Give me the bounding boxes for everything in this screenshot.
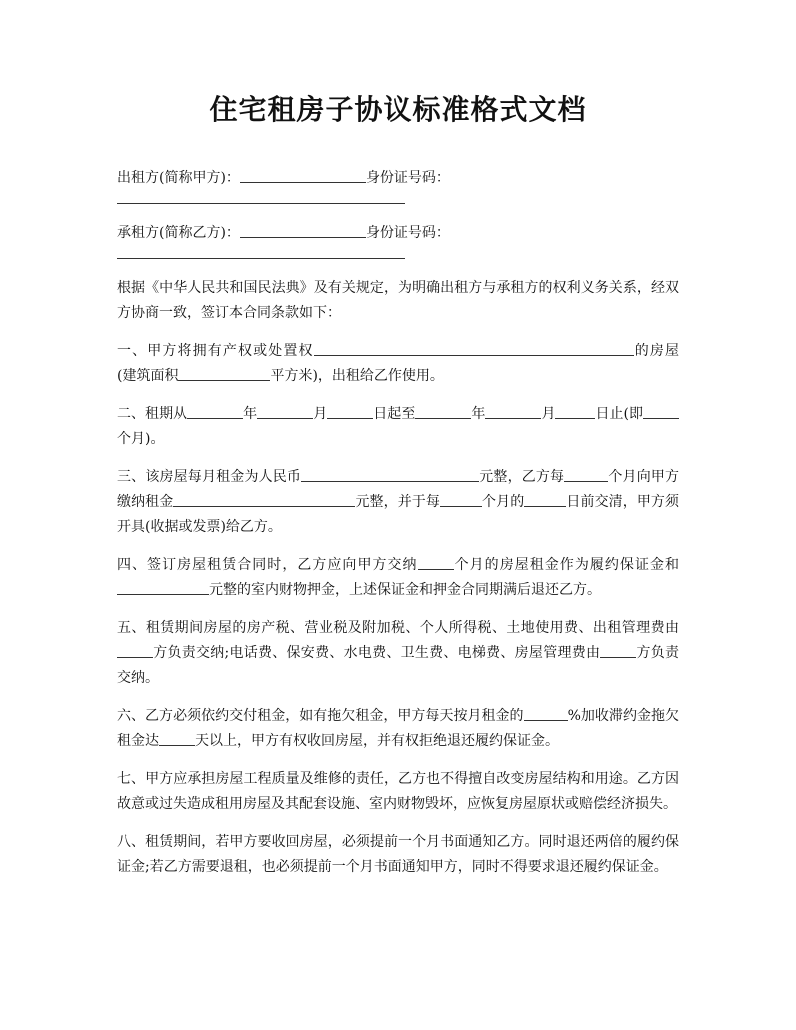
clause-2-text-d: 日起至 [373,406,416,422]
clause-5-text-a: 五、租赁期间房屋的房产税、营业税及附加税、个人所得税、土地使用费、出租管理费由 [117,620,679,636]
clause-2-text-c: 月 [313,406,328,422]
clause-1-text-b: 的房屋(建筑面积 [117,343,679,384]
clause-2-text-b: 年 [243,406,258,422]
overdue-days-blank[interactable] [159,731,195,746]
deposit-months-blank[interactable] [418,555,454,570]
clause-4-text-a: 四、签订房屋租赁合同时，乙方应向甲方交纳 [117,557,418,573]
property-blank[interactable] [314,341,634,356]
lessee-name-blank[interactable] [240,223,366,238]
clause-2-text-e: 年 [471,406,486,422]
lessor-label: 出租方(简称甲方)： [117,170,240,186]
start-month-blank[interactable] [257,404,313,419]
term-months-blank[interactable] [643,404,679,419]
clause-5-text-b: 方负责交纳;电话费、保安费、水电费、卫生费、电梯费、房屋管理费由 [153,645,601,661]
tax-payer-blank[interactable] [117,643,153,658]
clause-4 [117,553,679,603]
lessor-id-label: 身份证号码： [365,170,450,186]
utility-payer-blank[interactable] [600,643,636,658]
monthly-rent-blank[interactable] [301,467,479,482]
clause-4-text-b: 个月的房屋租金作为履约保证金和 [453,557,680,573]
clause-6-text-a: 六、乙方必须依约交付租金，如有拖欠租金，甲方每天按月租金的 [117,708,524,724]
clause-6-text-c: 天以上，甲方有权收回房屋，并有权拒绝退还履约保证金。 [195,733,559,749]
clause-2 [117,402,679,452]
clause-2-text-f: 月 [541,406,556,422]
end-month-blank[interactable] [485,404,541,419]
clause-1-text-a: 一、甲方将拥有产权或处置权 [117,343,314,359]
payment-day-blank[interactable] [524,492,566,507]
lessee-line [117,221,679,259]
clause-2-text-a: 二、租期从 [117,406,188,422]
clause-3-text-d: 元整，并于每 [355,494,440,510]
clause-3-text-f: 日前交清，甲方须开具(收据或发票)给乙方。 [117,494,680,535]
clause-3-text-b: 元整，乙方每 [479,469,565,485]
area-blank[interactable] [178,366,270,381]
clause-8: 八、租赁期间，若甲方要收回房屋，必须提前一个月书面通知乙方。同时退还两倍的履约保证金;若乙方需要退租，也必须提前一个月书面通知甲方，同时不得要求退还履约保证金。 [117,834,679,875]
intro-paragraph: 根据《中华人民共和国民法典》及有关规定，为明确出租方与承租方的权利义务关系，经双方协商一致，签订本合同条款如下： [117,280,679,321]
start-year-blank[interactable] [187,404,243,419]
lessor-id-blank[interactable] [117,191,405,204]
clause-2-text-h: 个月)。 [117,431,165,447]
payment-interval-blank[interactable] [564,467,608,482]
clause-1-text-c: 平方米)，出租给乙作使用。 [270,368,444,384]
clause-3-text-e: 个月的 [481,494,525,510]
lessee-id-blank[interactable] [117,246,405,259]
start-day-blank[interactable] [327,404,373,419]
contract-page [117,90,679,893]
lessor-name-blank[interactable] [240,168,366,183]
clause-7: 七、甲方应承担房屋工程质量及维修的责任，乙方也不得擅自改变房屋结构和用途。乙方因故意或过失造成租用房屋及其配套设施、室内财物毁坏，应恢复房屋原状或赔偿经济损失。 [117,771,679,812]
document-title: 住宅租房子协议标准格式文档 [209,93,587,126]
clause-3 [117,465,679,540]
clause-4-text-c: 元整的室内财物押金，上述保证金和押金合同期满后退还乙方。 [209,582,601,598]
end-year-blank[interactable] [415,404,471,419]
clause-1 [117,339,679,389]
payment-period-blank[interactable] [440,492,482,507]
clause-3-text-c: 个月向甲方缴纳租金 [117,469,680,510]
lessee-id-label: 身份证号码： [365,225,450,241]
late-fee-rate-blank[interactable] [524,706,568,721]
end-day-blank[interactable] [555,404,595,419]
clause-5 [117,616,679,691]
clause-5-text-c: 方负责交纳。 [117,645,680,686]
property-deposit-blank[interactable] [117,580,209,595]
lessee-label: 承租方(简称乙方)： [117,225,240,241]
lessor-line [117,166,679,204]
clause-6 [117,704,679,754]
clause-2-text-g: 日止(即 [595,406,644,422]
rent-payment-blank[interactable] [173,492,355,507]
clause-3-text-a: 三、该房屋每月租金为人民币 [117,469,302,485]
clause-6-text-b: %加收滞约金拖欠租金达 [117,708,679,749]
